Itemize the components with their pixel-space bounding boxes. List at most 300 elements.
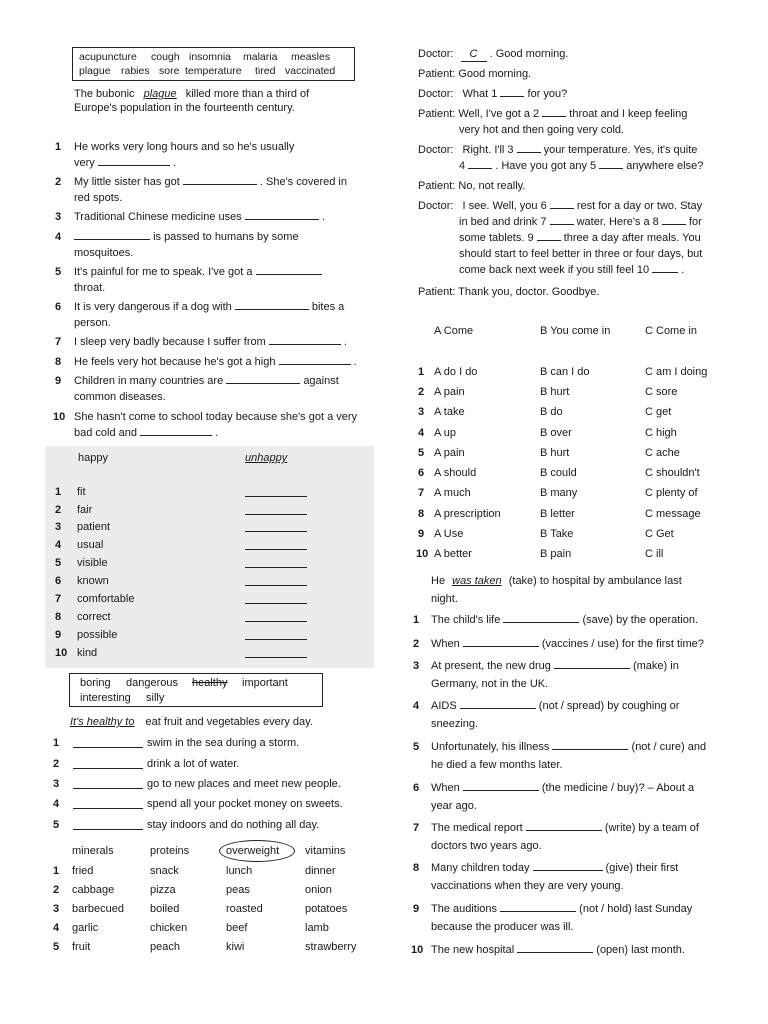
- odd-word[interactable]: onion: [305, 884, 332, 896]
- speaker: Patient:: [418, 286, 456, 298]
- item-text: swim in the sea during a storm.: [147, 737, 300, 749]
- answer-blank[interactable]: [269, 344, 341, 345]
- dialogue-text: come back next week if you still feel 10: [459, 264, 650, 276]
- choice-b[interactable]: B can I do: [540, 366, 590, 378]
- odd-word[interactable]: strawberry: [305, 941, 357, 953]
- item-text: [74, 375, 339, 388]
- odd-word[interactable]: cabbage: [72, 884, 115, 896]
- item-text-part: At present, the new drug: [431, 660, 554, 672]
- dialogue-text: rest for a day or two. Stay: [576, 200, 703, 212]
- answer-blank[interactable]: [537, 240, 561, 241]
- item-text: [431, 822, 699, 835]
- choice-c[interactable]: C shouldn't: [645, 467, 700, 479]
- item-number: 3: [413, 660, 420, 672]
- answer-blank[interactable]: [256, 274, 322, 275]
- item-text: [431, 660, 679, 673]
- dialogue-text: water. Here's a 8: [576, 216, 659, 228]
- choice-b[interactable]: B hurt: [540, 386, 570, 398]
- word-box-word: sore: [159, 65, 180, 77]
- item-text: red spots.: [74, 192, 123, 204]
- item-number: 5: [418, 447, 425, 459]
- item-text-part: The new hospital: [431, 944, 518, 956]
- answer-line[interactable]: [245, 657, 307, 658]
- item-text: [431, 700, 679, 713]
- dialogue-text: . Have you got any 5: [495, 160, 597, 172]
- item-number: 1: [418, 366, 425, 378]
- odd-word[interactable]: barbecued: [72, 903, 124, 915]
- item-text: [431, 862, 678, 875]
- answer-line[interactable]: [245, 603, 307, 604]
- vocab-example-line2: Europe's population in the fourteenth century.: [74, 102, 295, 114]
- choice-a[interactable]: A up: [434, 427, 457, 439]
- choice-c[interactable]: C plenty of: [645, 487, 698, 499]
- answer-blank[interactable]: [500, 911, 576, 912]
- item-number: 6: [418, 467, 425, 479]
- odd-word[interactable]: fruit: [72, 941, 91, 953]
- answer-line[interactable]: [245, 549, 307, 550]
- item-text-part: When: [431, 638, 463, 650]
- item-number: 7: [55, 593, 62, 605]
- odd-word[interactable]: kiwi: [226, 941, 245, 953]
- opposite-word: comfortable: [77, 593, 135, 605]
- word-box-word: cough: [151, 51, 180, 63]
- opposite-word: visible: [77, 557, 108, 569]
- answer-line[interactable]: [245, 567, 307, 568]
- answer-blank[interactable]: [463, 646, 539, 647]
- choice-b[interactable]: B pain: [540, 548, 572, 560]
- item-text-part: When: [431, 782, 463, 794]
- choice-b[interactable]: B Take: [540, 528, 574, 540]
- item-text: vaccinations when they are very young.: [431, 880, 624, 892]
- choice-a[interactable]: A should: [434, 467, 477, 479]
- word-box-word: interesting: [80, 692, 131, 704]
- item-text: mosquitoes.: [74, 247, 134, 259]
- choice-a[interactable]: A do I do: [434, 366, 478, 378]
- answer-line[interactable]: [245, 621, 307, 622]
- word-box-word: dangerous: [126, 677, 178, 689]
- item-number: 2: [418, 386, 425, 398]
- answer-blank[interactable]: [662, 224, 686, 225]
- opposite-word: correct: [77, 611, 111, 623]
- dialogue-line: [459, 216, 702, 229]
- answer-line[interactable]: [73, 808, 143, 809]
- dialogue-text: I see. Well, you 6: [462, 200, 547, 212]
- choice-b[interactable]: B letter: [540, 508, 575, 520]
- odd-word[interactable]: chicken: [150, 922, 188, 934]
- item-number: 2: [55, 504, 62, 516]
- dialogue-text: Well, I've got a 2: [458, 108, 540, 120]
- dialogue-text: .: [681, 264, 685, 276]
- choice-c[interactable]: C ache: [645, 447, 680, 459]
- item-number: 5: [413, 741, 420, 753]
- dialogue-line: [418, 144, 697, 157]
- word-box-word: rabies: [121, 65, 150, 77]
- answer-line[interactable]: [245, 496, 307, 497]
- word-box-word: malaria: [243, 51, 278, 63]
- item-text: go to new places and meet new people.: [147, 778, 341, 790]
- item-text-part: The medical report: [431, 822, 526, 834]
- vocabulary-word-box: [72, 47, 355, 81]
- adjectives-example: [70, 716, 313, 729]
- item-number: 2: [53, 758, 60, 770]
- opposite-word: kind: [77, 647, 98, 659]
- dialogue-text: . Good morning.: [489, 48, 569, 60]
- item-number: 1: [53, 737, 60, 749]
- item-text-part: (save) by the operation.: [579, 614, 699, 626]
- item-text: [74, 336, 347, 349]
- dialogue-text: some tablets. 9: [459, 232, 534, 244]
- item-text-part: The child's life: [431, 614, 504, 626]
- example-answer: It's healthy to: [70, 716, 135, 728]
- word-box-word: silly: [146, 692, 165, 704]
- answer-blank[interactable]: [533, 870, 603, 871]
- item-text-part: It's painful for me to speak. I've got a: [74, 266, 253, 278]
- item-text-part: (vaccines / use) for the first time?: [538, 638, 704, 650]
- dialogue-line: [418, 180, 525, 193]
- answer-blank[interactable]: [140, 435, 212, 436]
- item-text-part: (give) their first: [602, 862, 679, 874]
- item-number: 9: [55, 629, 62, 641]
- answer-line[interactable]: [73, 788, 143, 789]
- speaker: Doctor:: [418, 200, 454, 212]
- item-number: 1: [55, 141, 62, 153]
- item-number: 5: [55, 557, 62, 569]
- answer-blank[interactable]: [599, 168, 623, 169]
- choice-c[interactable]: C am I doing: [645, 366, 708, 378]
- answer-blank[interactable]: [183, 184, 257, 185]
- item-text-part: (write) by a team of: [601, 822, 699, 834]
- item-number: 3: [53, 903, 60, 915]
- item-text: [74, 211, 325, 224]
- item-text-part: very: [74, 157, 95, 169]
- item-text: [74, 301, 344, 314]
- choice-c[interactable]: C high: [645, 427, 677, 439]
- word-box-word: insomnia: [189, 51, 232, 63]
- item-number: 3: [55, 211, 62, 223]
- word-box-word: tired: [255, 65, 276, 77]
- word-box-word: important: [242, 677, 288, 689]
- odd-word[interactable]: snack: [150, 865, 179, 877]
- choice-c[interactable]: C Get: [645, 528, 674, 540]
- answer-blank[interactable]: [550, 208, 574, 209]
- item-number: 1: [55, 486, 62, 498]
- odd-word[interactable]: beef: [226, 922, 248, 934]
- item-text-part: Unfortunately, his illness: [431, 741, 553, 753]
- item-text: [74, 176, 347, 189]
- item-text: [431, 614, 698, 627]
- item-text: [74, 157, 176, 170]
- dialogue-line: should start to feel better in three or four days, but: [459, 248, 703, 260]
- answer-blank[interactable]: [235, 309, 309, 310]
- item-number: 1: [53, 865, 60, 877]
- choices-header-a: A Come: [434, 325, 474, 337]
- answer-blank[interactable]: [279, 364, 351, 365]
- dialogue-text: What 1: [462, 88, 498, 100]
- dialogue-text: your temperature. Yes, it's quite: [543, 144, 698, 156]
- example-text: The bubonic: [74, 88, 135, 100]
- choice-c[interactable]: C sore: [645, 386, 678, 398]
- odd-word[interactable]: dinner: [305, 865, 336, 877]
- dialogue-text: Thank you, doctor. Goodbye.: [458, 286, 600, 298]
- choice-a[interactable]: A pain: [434, 386, 465, 398]
- dialogue-line: [459, 160, 703, 173]
- item-text: throat.: [74, 282, 106, 294]
- item-text: doctors two years ago.: [431, 840, 542, 852]
- example-text: eat fruit and vegetables every day.: [145, 716, 313, 728]
- item-text-part: (the medicine / buy)? – About a: [538, 782, 695, 794]
- choice-c[interactable]: C message: [645, 508, 701, 520]
- item-text: stay indoors and do nothing all day.: [147, 819, 320, 831]
- choice-a[interactable]: A Use: [434, 528, 464, 540]
- choices-header-b: B You come in: [540, 325, 611, 337]
- dialogue-line: [418, 108, 687, 121]
- opposite-word: fit: [77, 486, 86, 498]
- dialogue-text: throat and I keep feeling: [569, 108, 688, 120]
- speaker: Patient:: [418, 180, 456, 192]
- choice-b[interactable]: B do: [540, 406, 563, 418]
- dialogue-text: for you?: [527, 88, 568, 100]
- answer-blank[interactable]: [463, 790, 539, 791]
- odd-word[interactable]: garlic: [72, 922, 99, 934]
- choice-b[interactable]: B over: [540, 427, 572, 439]
- item-number: 3: [55, 521, 62, 533]
- choices-header-c: C Come in: [645, 325, 697, 337]
- choice-a[interactable]: A better: [434, 548, 472, 560]
- speaker: Doctor:: [418, 88, 454, 100]
- item-number: 4: [53, 922, 60, 934]
- choice-a[interactable]: A take: [434, 406, 465, 418]
- dialogue-line: [418, 200, 702, 213]
- opposite-word: fair: [77, 504, 93, 516]
- answer-blank[interactable]: [74, 239, 150, 240]
- item-text-part: is passed to humans by some: [153, 231, 299, 243]
- dialogue-line: [418, 286, 599, 299]
- answer-blank[interactable]: [652, 272, 678, 273]
- item-number: 10: [411, 944, 424, 956]
- item-number: 8: [413, 862, 420, 874]
- answer-blank[interactable]: [550, 224, 574, 225]
- odd-word[interactable]: peach: [150, 941, 180, 953]
- answer-blank[interactable]: [226, 383, 300, 384]
- item-text: He works very long hours and so he's usually: [74, 141, 295, 153]
- item-number: 5: [53, 819, 60, 831]
- odd-header: vitamins: [305, 845, 346, 857]
- answer-blank[interactable]: [245, 219, 319, 220]
- choice-b[interactable]: B hurt: [540, 447, 570, 459]
- answer-blank[interactable]: [517, 152, 541, 153]
- item-text-part: The auditions: [431, 903, 501, 915]
- dialogue-text: in bed and drink 7: [459, 216, 547, 228]
- word-box-word: vaccinated: [285, 65, 336, 77]
- dialogue-line: [418, 68, 531, 81]
- speaker: Patient:: [418, 108, 456, 120]
- answer-blank[interactable]: [552, 749, 628, 750]
- dialogue-line: [459, 264, 684, 277]
- answer-blank[interactable]: [98, 165, 170, 166]
- dialogue-text: 4: [459, 160, 466, 172]
- word-box-word: boring: [80, 677, 111, 689]
- choice-a[interactable]: A much: [434, 487, 471, 499]
- opposites-head-word: happy: [78, 452, 108, 464]
- answer-line[interactable]: [245, 514, 307, 515]
- answer-blank[interactable]: [503, 622, 579, 623]
- item-number: 10: [53, 411, 66, 423]
- answer-blank[interactable]: [526, 830, 602, 831]
- answer-line[interactable]: [73, 768, 143, 769]
- answer-blank[interactable]: [517, 952, 593, 953]
- speaker: Doctor:: [418, 144, 454, 156]
- item-text-part: I sleep very badly because I suffer from: [74, 336, 266, 348]
- passive-example-line2: night.: [431, 593, 458, 605]
- answer-line[interactable]: [73, 829, 143, 830]
- odd-word[interactable]: pizza: [150, 884, 176, 896]
- item-text: [431, 638, 704, 651]
- item-number: 9: [55, 375, 62, 387]
- choice-b[interactable]: B could: [540, 467, 577, 479]
- odd-word[interactable]: lunch: [226, 865, 253, 877]
- answer-line[interactable]: [73, 747, 143, 748]
- answer-line[interactable]: [245, 531, 307, 532]
- item-text-part: .: [172, 157, 176, 169]
- passive-example: [431, 575, 682, 588]
- choice-a[interactable]: A pain: [434, 447, 465, 459]
- dialogue-text: for: [688, 216, 702, 228]
- item-text: [74, 231, 299, 244]
- answer-blank[interactable]: [542, 116, 566, 117]
- item-number: 9: [418, 528, 425, 540]
- item-number: 4: [413, 700, 420, 712]
- odd-word[interactable]: peas: [226, 884, 250, 896]
- answer-blank[interactable]: [468, 168, 492, 169]
- choice-c[interactable]: C ill: [645, 548, 664, 560]
- item-text-part: Traditional Chinese medicine uses: [74, 211, 242, 223]
- example-text: He: [431, 575, 446, 587]
- item-text-part: . She's covered in: [259, 176, 347, 188]
- item-text: [74, 356, 357, 369]
- item-number: 1: [413, 614, 420, 626]
- opposite-word: possible: [77, 629, 118, 641]
- item-text-part: He feels very hot because he's got a high: [74, 356, 276, 368]
- item-text: [431, 903, 692, 916]
- item-text: Germany, not in the UK.: [431, 678, 549, 690]
- odd-header-circled: overweight: [226, 845, 280, 857]
- item-text: drink a lot of water.: [147, 758, 240, 770]
- dialogue-text: Right. I'll 3: [462, 144, 514, 156]
- dialogue-line: [459, 232, 701, 245]
- dialogue-line: [418, 48, 568, 62]
- item-number: 6: [413, 782, 420, 794]
- choice-c[interactable]: C get: [645, 406, 672, 418]
- item-text: [431, 741, 706, 754]
- item-number: 7: [55, 336, 62, 348]
- item-text: She hasn't come to school today because she's got a very: [74, 411, 358, 423]
- opposite-word: patient: [77, 521, 111, 533]
- dialogue-text: Good morning.: [458, 68, 532, 80]
- item-text-part: (not / cure) and: [628, 741, 707, 753]
- item-number: 2: [413, 638, 420, 650]
- odd-word[interactable]: potatoes: [305, 903, 348, 915]
- item-number: 3: [53, 778, 60, 790]
- item-text: [74, 427, 218, 440]
- example-answer: plague: [143, 88, 177, 100]
- answer-blank[interactable]: [500, 96, 524, 97]
- item-number: 4: [55, 539, 62, 551]
- item-number: 8: [418, 508, 425, 520]
- item-text-part: .: [215, 427, 219, 439]
- dialogue-text: three a day after meals. You: [563, 232, 701, 244]
- item-number: 2: [53, 884, 60, 896]
- odd-word[interactable]: lamb: [305, 922, 329, 934]
- speaker: Patient:: [418, 68, 456, 80]
- item-text-part: (not / hold) last Sunday: [576, 903, 693, 915]
- example-answer: C: [461, 48, 487, 62]
- item-text-part: .: [343, 336, 347, 348]
- item-text-part: .: [353, 356, 357, 368]
- item-number: 4: [418, 427, 425, 439]
- answer-line[interactable]: [245, 639, 307, 640]
- odd-header: minerals: [72, 845, 114, 857]
- example-text: killed more than a third of: [185, 88, 310, 100]
- odd-word[interactable]: roasted: [226, 903, 263, 915]
- item-number: 10: [55, 647, 68, 659]
- item-text: [431, 782, 694, 795]
- word-box-word-used: healthy: [192, 677, 228, 689]
- vocab-example: [74, 88, 309, 101]
- item-number: 6: [55, 301, 62, 313]
- item-text-part: (make) in: [629, 660, 679, 672]
- opposite-word: known: [77, 575, 109, 587]
- word-box-word: measles: [291, 51, 331, 63]
- item-number: 4: [53, 798, 60, 810]
- example-text: (take) to hospital by ambulance last: [508, 575, 682, 587]
- choice-b[interactable]: B many: [540, 487, 578, 499]
- word-box-word: plague: [79, 65, 111, 77]
- odd-word[interactable]: boiled: [150, 903, 180, 915]
- odd-word[interactable]: fried: [72, 865, 94, 877]
- item-text-part: bites a: [311, 301, 345, 313]
- item-text-part: My little sister has got: [74, 176, 180, 188]
- item-number: 5: [55, 266, 62, 278]
- example-answer: was taken: [452, 575, 502, 587]
- item-text-part: bad cold and: [74, 427, 137, 439]
- item-text: [431, 944, 685, 957]
- item-text: spend all your pocket money on sweets.: [147, 798, 343, 810]
- item-number: 7: [418, 487, 425, 499]
- dialogue-text: anywhere else?: [626, 160, 704, 172]
- item-text-part: Many children today: [431, 862, 533, 874]
- answer-blank[interactable]: [554, 668, 630, 669]
- item-number: 3: [418, 406, 425, 418]
- answer-line[interactable]: [245, 585, 307, 586]
- speaker: Doctor:: [418, 48, 454, 60]
- item-text-part: AIDS: [431, 700, 460, 712]
- item-number: 8: [55, 611, 62, 623]
- item-text: person.: [74, 317, 111, 329]
- item-text: sneezing.: [431, 718, 479, 730]
- item-text: [74, 266, 322, 279]
- opposites-head-answer: unhappy: [245, 452, 288, 464]
- answer-blank[interactable]: [460, 708, 536, 709]
- word-box-word: temperature: [185, 65, 242, 77]
- item-text: because the producer was ill.: [431, 921, 574, 933]
- item-number: 10: [416, 548, 429, 560]
- dialogue-line: [418, 88, 567, 101]
- choice-a[interactable]: A prescription: [434, 508, 501, 520]
- item-text-part: (open) last month.: [593, 944, 685, 956]
- item-text-part: .: [321, 211, 325, 223]
- item-text: common diseases.: [74, 391, 166, 403]
- item-number: 9: [413, 903, 420, 915]
